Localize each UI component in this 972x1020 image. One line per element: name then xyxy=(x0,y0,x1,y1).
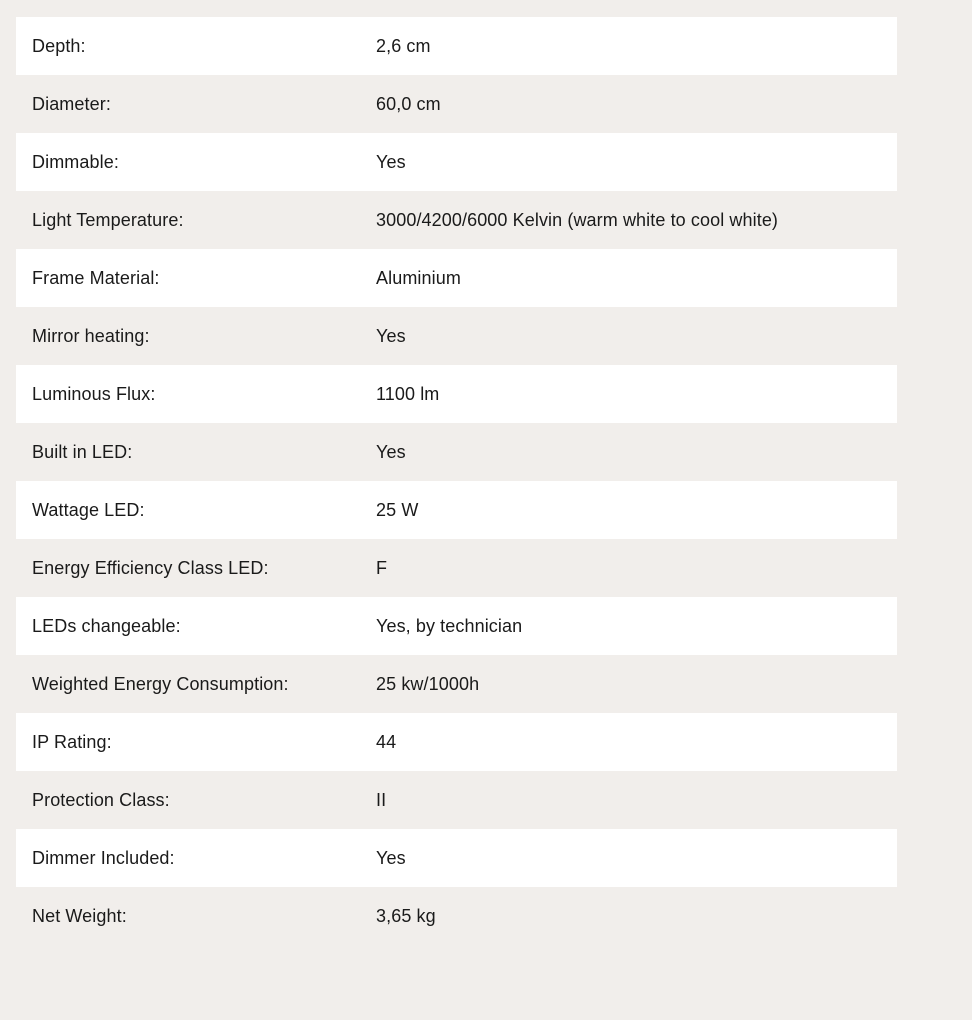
spec-value: II xyxy=(376,789,387,810)
spec-value: 2,6 cm xyxy=(376,35,431,56)
spec-label: Light Temperature: xyxy=(32,209,184,230)
spec-row-light-temperature xyxy=(16,191,897,249)
spec-label: Diameter: xyxy=(32,93,111,114)
spec-row-frame-material xyxy=(16,249,897,307)
spec-value: 3,65 kg xyxy=(376,905,436,926)
spec-row-wattage-led xyxy=(16,481,897,539)
spec-value: Yes, by technician xyxy=(376,615,523,636)
spec-label: LEDs changeable: xyxy=(32,615,181,636)
spec-row-dimmer-included xyxy=(16,829,897,887)
spec-row-net-weight xyxy=(16,887,897,945)
spec-value: 3000/4200/6000 Kelvin (warm white to cool white) xyxy=(376,209,779,230)
spec-label: Dimmable: xyxy=(32,151,119,172)
spec-row-leds-changeable xyxy=(16,597,897,655)
spec-value: F xyxy=(376,557,388,578)
spec-label: Built in LED: xyxy=(32,441,133,462)
spec-label: Protection Class: xyxy=(32,789,170,810)
spec-value: Yes xyxy=(376,847,406,868)
spec-value: Yes xyxy=(376,325,406,346)
spec-label: Net Weight: xyxy=(32,905,127,926)
spec-label: Dimmer Included: xyxy=(32,847,175,868)
spec-row-depth xyxy=(16,17,897,75)
spec-value: Yes xyxy=(376,441,406,462)
spec-label: Frame Material: xyxy=(32,267,160,288)
spec-value: 1100 lm xyxy=(376,383,440,404)
spec-value: Yes xyxy=(376,151,406,172)
spec-row-ip-rating xyxy=(16,713,897,771)
spec-label: Energy Efficiency Class LED: xyxy=(32,557,269,578)
spec-label: Wattage LED: xyxy=(32,499,145,520)
spec-value: 44 xyxy=(376,731,397,752)
spec-label: Luminous Flux: xyxy=(32,383,156,404)
spec-value: 60,0 cm xyxy=(376,93,441,114)
spec-value: 25 W xyxy=(376,499,419,520)
spec-label: Depth: xyxy=(32,35,86,56)
spec-value: Aluminium xyxy=(376,267,461,288)
spec-label: IP Rating: xyxy=(32,731,112,752)
spec-row-protection-class xyxy=(16,771,897,829)
spec-row-luminous-flux xyxy=(16,365,897,423)
specification-table xyxy=(16,17,897,945)
spec-label: Weighted Energy Consumption: xyxy=(32,673,289,694)
spec-row-diameter xyxy=(16,75,897,133)
spec-row-dimmable xyxy=(16,133,897,191)
spec-value: 25 kw/1000h xyxy=(376,673,480,694)
spec-row-weighted-energy-consumption xyxy=(16,655,897,713)
spec-label: Mirror heating: xyxy=(32,325,150,346)
spec-row-built-in-led xyxy=(16,423,897,481)
spec-row-mirror-heating xyxy=(16,307,897,365)
spec-row-energy-efficiency-class xyxy=(16,539,897,597)
